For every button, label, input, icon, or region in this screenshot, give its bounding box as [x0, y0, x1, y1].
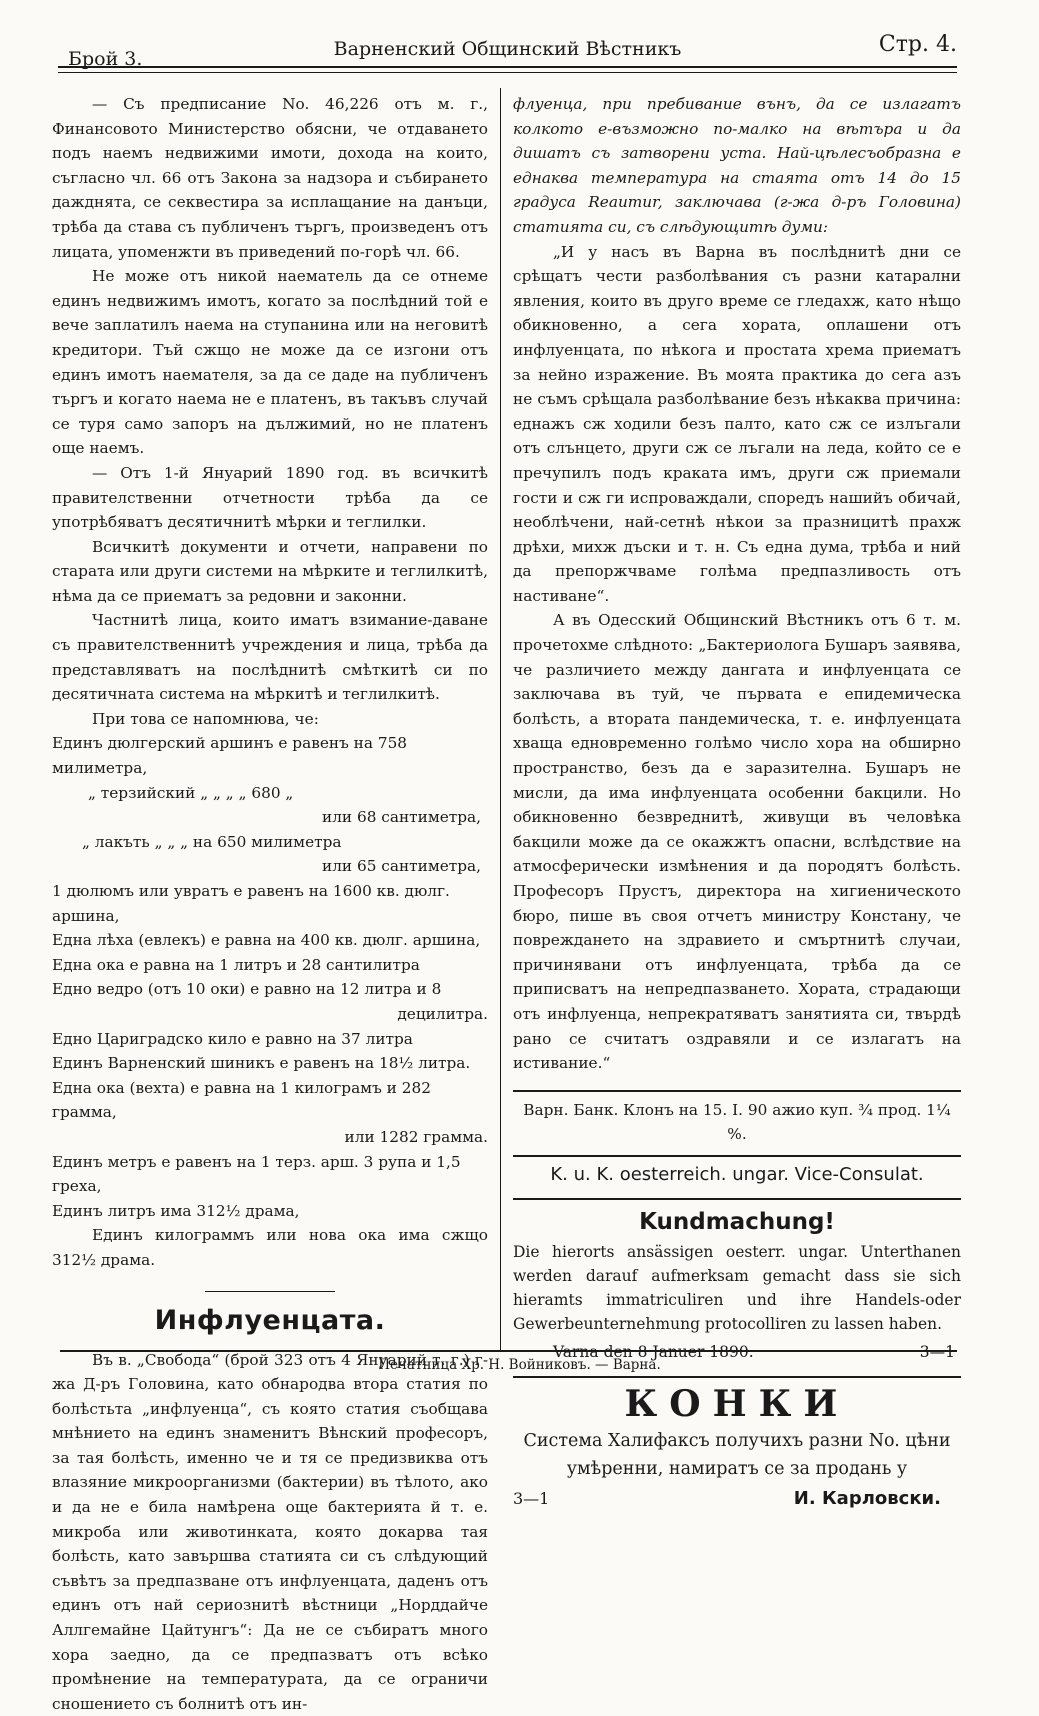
article-paragraph: — Съ предписание No. 46,226 отъ м. г., Финансовото Министерство обясни, че отдаването подъ наемъ недвижими имоти, дохода на които, съгласно чл. 66 отъ Закона за надзора и събирането дажднята, се секвестира за исплащание на данъци, трѣба да става съ публиченъ търгъ, произведенъ отъ лицата, упоменжти въ приведений по-горѣ чл. 66.	[52, 92, 488, 264]
measure-line: Едно Цариградско кило е равно на 37 литра	[52, 1027, 488, 1052]
article-paragraph: Частнитѣ лица, които иматъ взимание-даване съ правителственнитѣ учреждения и лица, трѣба да представляватъ на послѣднитѣ смѣткитѣ си по десятичната система на мѣркитѣ и теглилкитѣ.	[52, 608, 488, 706]
issue-number: Брой 3.	[68, 48, 142, 70]
measure-line	[52, 805, 488, 830]
advert-signature: И. Карловски.	[794, 1487, 941, 1512]
measure-text: или 65 сантиметра,	[322, 854, 481, 879]
measure-line: Една ока (вехта) е равна на 1 килограмъ и 282 грамма,	[52, 1076, 488, 1125]
measure-line: децилитра.	[52, 1002, 488, 1027]
measure-line: Едно ведро (отъ 10 оки) е равно на 12 литра и 8	[52, 977, 488, 1002]
page-number: Стр. 4.	[879, 32, 957, 57]
consulate-heading: K. u. K. oesterreich. ungar. Vice-Consulat.	[513, 1163, 961, 1188]
right-column	[513, 92, 961, 1517]
advert-text: Система Халифаксъ получихъ разни No. цѣни умѣренни, намиратъ се за продань у	[513, 1427, 961, 1483]
measure-line	[52, 781, 488, 806]
bank-rates: Варн. Банк. Клонъ на 15. I. 90 ажио куп. ¾ прод. 1¼ %.	[513, 1098, 961, 1147]
measure-line	[52, 854, 488, 879]
section-divider	[205, 1291, 335, 1292]
section-title: Инфлуенцата.	[52, 1304, 488, 1338]
article-paragraph: Не може отъ никой наематель да се отнеме единъ недвижимъ имотъ, когато за послѣдний той е вече заплатилъ наема на ступанина или на неговитѣ кредитори. Тъй сжщо не може да се изгони отъ единъ имотъ наемателя, за да се даде на публиченъ търгъ и когато наема не е платенъ, въ такъвъ случай се туря само запоръ на дължимий, но не платенъ още наемъ.	[52, 264, 488, 461]
page-header	[58, 30, 957, 70]
measure-line: Една лѣха (евлекъ) е равна на 400 кв. дюлг. аршина,	[52, 928, 488, 953]
measure-line: 1 дюлюмъ или увратъ е равенъ на 1600 кв. дюлг. аршина,	[52, 879, 488, 928]
divider	[513, 1155, 961, 1157]
measure-line: Единъ килограммъ или нова ока има сжщо 312½ драма.	[52, 1223, 488, 1272]
announcement-number: 3—1	[920, 1340, 955, 1365]
left-column	[52, 92, 488, 1716]
footer-rule	[60, 1350, 957, 1352]
measures-list	[52, 731, 488, 1272]
divider	[513, 1090, 961, 1092]
measure-text: „ лакъть „ „ „ на 650 милиметра	[82, 830, 342, 855]
newspaper-title: Варненский Общинский Вѣстникъ	[58, 38, 957, 60]
divider	[513, 1198, 961, 1200]
article-paragraph: А въ Одесский Общинский Вѣстникъ отъ 6 т. м. прочетохме слѣдното: „Бактериолога Бушаръ заявява, че различието между дангата и инфлуенцата се заключава въ туй, че първата е епидемическа болѣсть, а втората пандемическа, т. е. инфлуенцата хваща едновременно голѣмо число хора на обширно пространство, безъ да е заразителна. Бушаръ не мисли, да има инфлуенцата особенни бакцили. Но обикновенно безвреднитѣ, живущи въ человѣка бакцили може да се окажжтъ опасни, вслѣдствие на атмосферически измѣнения и да породятъ болѣсть. Професоръ Прустъ, директора на хигиеническото бюро, пише въ своя отчетъ министру Констану, че повреждането на здравието и смъртнитѣ случаи, причинявани отъ инфлуенцата, трѣба да се приписватъ на непредпазването. Хората, страдающи отъ инфлуенца, непрекратяватъ занятията си, твърдѣ рано се считатъ оздравяли и се излагатъ на истивание.“	[513, 608, 961, 1075]
measure-line: Единъ литръ има 312½ драма,	[52, 1199, 488, 1224]
measure-text: или 68 сантиметра,	[322, 805, 481, 830]
printer-imprint: Печатница Хр. Н. Войниковъ. — Варна.	[0, 1357, 1039, 1373]
article-paragraph: Въ в. „Свобода“ (брой 323 отъ 4 Януарий т. г.) г-жа Д-ръ Головина, като обнародва втора статия по болѣстьта „инфлуенца“, съ която статия съобщава мнѣнието на единъ знаменитъ Вѣнский професоръ, за тая болѣсть, именно че и тя се предизвиква отъ влазяние микроорганизми (бактерии) въ тѣлото, ако и да не е била намѣрена още бактерията й т. е. микроба или животинката, която докарва тая болѣсть, като завършва статията си съ слѣдующий съвѣтъ за предпазване отъ инфлуенцата, даденъ отъ единъ отъ най сериознитѣ вѣстници „Норддайче Аллгемайне Цайтунгъ“: Да не се събиратъ много хора заедно, да се предпазватъ отъ всѣко промѣнение на температурата, да се ограничи сношението съ болнитѣ отъ ин-	[52, 1348, 488, 1716]
measure-line: Единъ дюлгерский аршинъ е равенъ на 758 милиметра,	[52, 731, 488, 780]
advert-title: КОНКИ	[513, 1392, 961, 1417]
article-paragraph: Всичкитѣ документи и отчети, направени по старата или други системи на мѣрките и теглилкитѣ, нѣма да се приематъ за редовни и законни.	[52, 535, 488, 609]
advert-number: 3—1	[513, 1487, 549, 1512]
article-paragraph: „И у насъ въ Варна въ послѣднитѣ дни се срѣщатъ чести разболѣвания съ разни катарални явления, които въ друго време се гледахж, като нѣщо обикновенно, а сега хората, оплашени отъ инфлуенцата, по нѣкога и простата хрема приематъ за нейно изражение. Въ моята практика до сега азъ не съмъ срѣщала разболѣвание безъ нѣкаква причина: еднажъ сж ходили безъ палто, като сж се излъгали отъ слънцето, други сж се лъгали на леда, който се е пречупилъ подъ кракатa имъ, други сж приемали гости и сж ги испроваждали, споредъ нашийъ обичай, необлѣчени, най-сетнѣ нѣкои за празницитѣ прахж дрѣхи, михж дъски и т. н. Съ една дума, трѣба и ний да препоржчваме голѣма предпазливость отъ настиване“.	[513, 240, 961, 609]
announcement-date: Varna den 8 Januer 1890.	[553, 1340, 754, 1365]
measure-line: Единъ Варненский шиникъ е равенъ на 18½ литра.	[52, 1051, 488, 1076]
announcement-title: Kundmachung!	[513, 1210, 961, 1235]
article-paragraph: флуенца, при пребивание вънъ, да се излагатъ колкото е-възможно по-малко на вѣтъра и да дишатъ съ затворени уста. Най-цѣлесъобразна е еднаква температура на стаята отъ 14 до 15 градуса Reaumur, заключава (г-жа д-ръ Головина) статията си, съ слѣдующитѣ думи:	[513, 92, 961, 240]
measure-text: „ терзийский „ „ „ „ 680 „	[88, 781, 293, 806]
measure-line	[52, 830, 488, 855]
header-rule-thick	[58, 66, 957, 68]
measure-line: Една ока е равна на 1 литръ и 28 сантилитра	[52, 953, 488, 978]
header-rule-thin	[58, 72, 957, 73]
announcement-text: Die hierorts ansässigen oesterr. ungar. Unterthanen werden darauf aufmerksam gemacht dass sie sich hieramts immatriculiren und ihre Handels-oder Gewerbeunternehmung protocolliren zu lassen haben.	[513, 1240, 961, 1336]
column-divider	[500, 88, 501, 1350]
measure-line: Единъ метръ е равенъ на 1 терз. арш. 3 рупа и 1,5 греха,	[52, 1150, 488, 1199]
article-paragraph: При това се напомнюва, че:	[52, 707, 488, 732]
measure-line: или 1282 грамма.	[52, 1125, 488, 1150]
divider	[513, 1376, 961, 1378]
article-paragraph: — Отъ 1-й Януарий 1890 год. въ всичкитѣ правителственни отчетности трѣба да се употрѣбяватъ десятичнитѣ мѣрки и теглилки.	[52, 461, 488, 535]
